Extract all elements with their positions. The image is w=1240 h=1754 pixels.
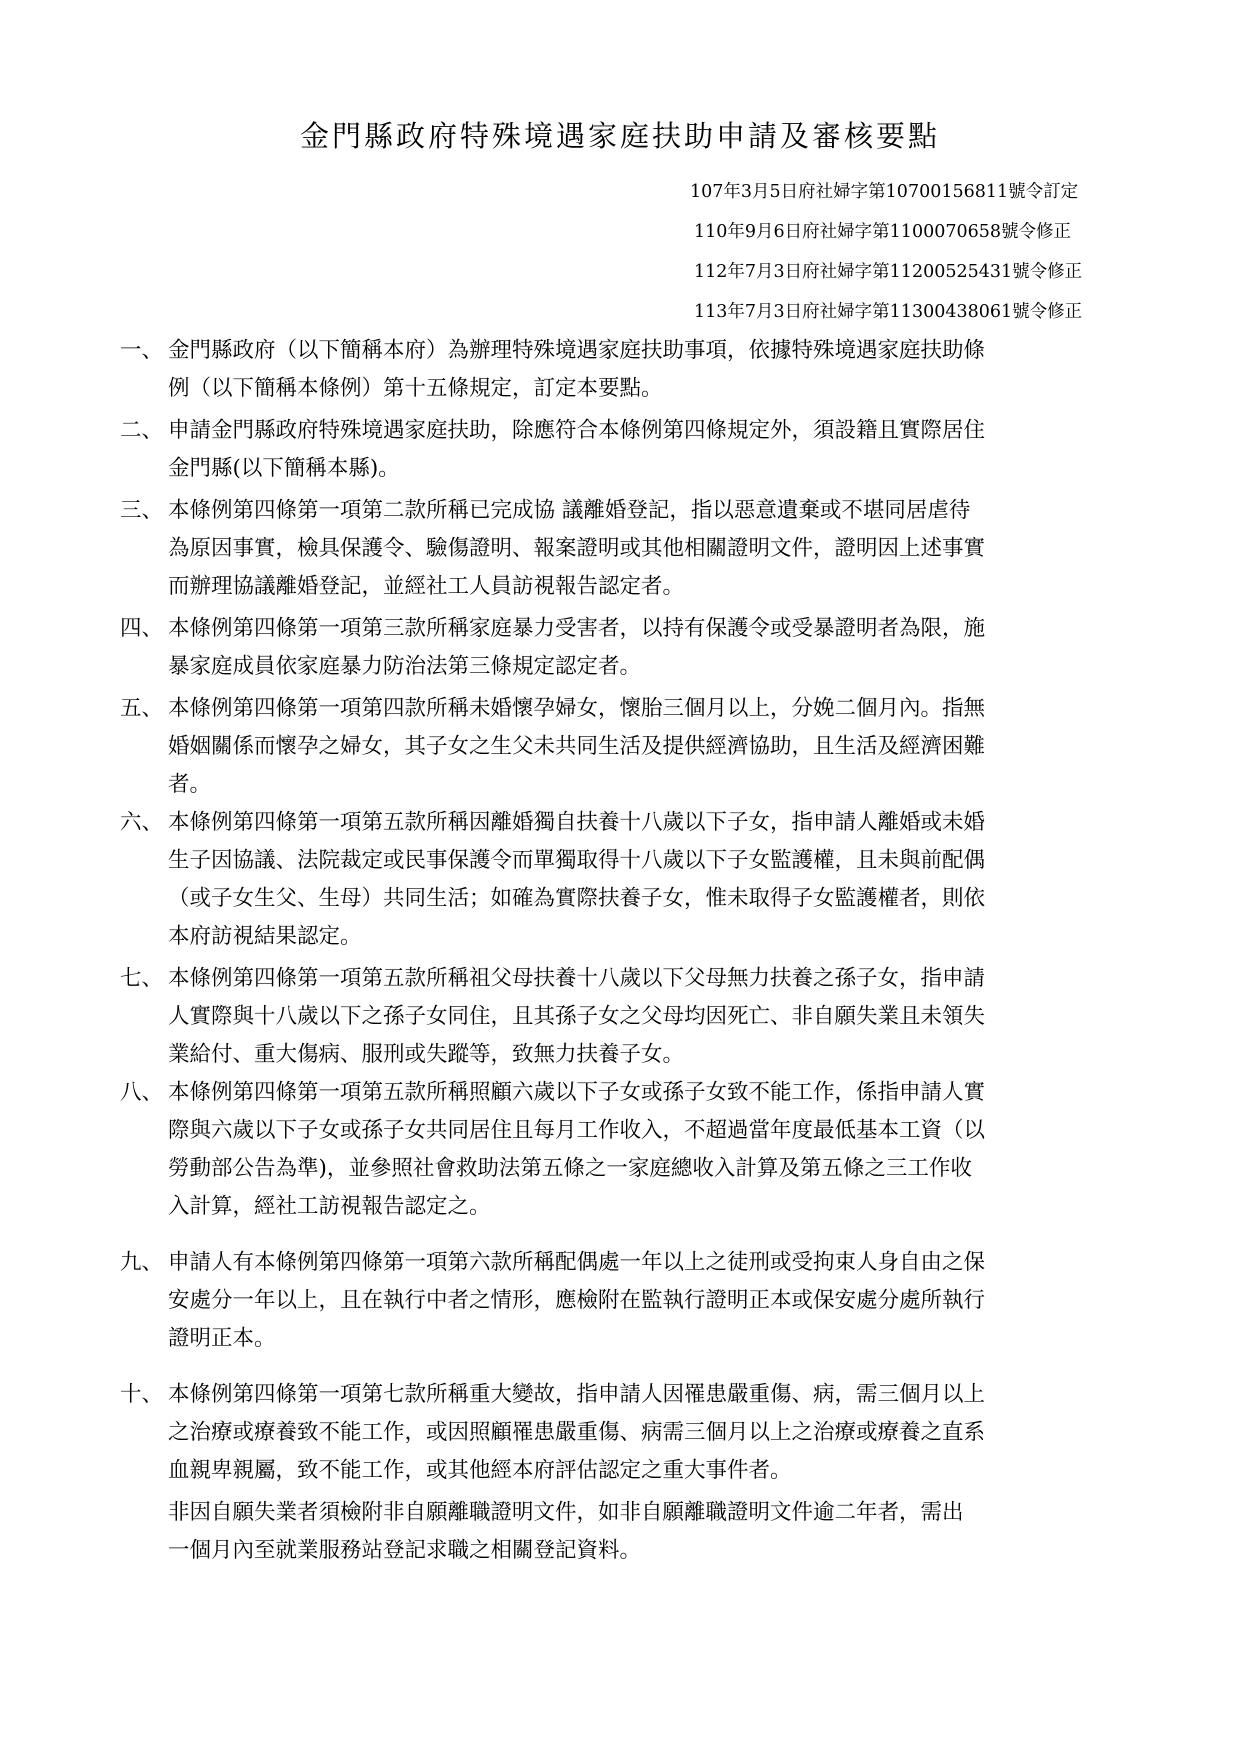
article-4 — [120, 610, 1130, 686]
article-line: 入計算，經社工訪視報告認定之。 — [168, 1194, 491, 1219]
article-line: 而辦理協議離婚登記，並經社工人員訪視報告認定者。 — [168, 574, 685, 599]
article-text — [168, 492, 1130, 606]
article-number: 九、 — [120, 1250, 164, 1275]
article-line: 本府訪視結果認定。 — [168, 924, 362, 949]
article-line: 者。 — [168, 772, 212, 797]
article-line: 本條例第四條第一項第七款所稱重大變故，指申請人因罹患嚴重傷、病，需三個月以上 — [168, 1382, 986, 1407]
article-line: 暴家庭成員依家庭暴力防治法第三條規定認定者。 — [168, 654, 642, 679]
note-line: 非因自願失業者須檢附非自願離職證明文件，如非自願離職證明文件逾二年者，需出 — [168, 1500, 964, 1525]
article-line: 本條例第四條第一項第五款所稱照顧六歲以下子女或孫子女致不能工作，係指申請人實 — [168, 1080, 986, 1105]
article-text — [168, 412, 1130, 488]
history-line: 110年9月6日府社婦字第1100070658號令修正 — [694, 222, 1072, 242]
article-line: 安處分一年以上，且在執行中者之情形，應檢附在監執行證明正本或保安處分處所執行 — [168, 1288, 986, 1313]
article-7 — [120, 960, 1130, 1074]
article-line: 本條例第四條第一項第四款所稱未婚懷孕婦女，懷胎三個月以上，分娩二個月內。指無 — [168, 696, 986, 721]
article-line: 人實際與十八歲以下之孫子女同住，且其孫子女之父母均因死亡、非自願失業且未領失 — [168, 1004, 986, 1029]
article-number: 三、 — [120, 498, 164, 523]
article-line: 婚姻關係而懷孕之婦女，其子女之生父未共同生活及提供經濟協助，且生活及經濟困難 — [168, 734, 986, 759]
article-2 — [120, 412, 1130, 488]
article-text — [168, 960, 1130, 1074]
article-text — [168, 804, 1130, 956]
article-text — [168, 1244, 1130, 1358]
amendment-history — [690, 172, 1130, 332]
article-text — [168, 1074, 1130, 1226]
article-line: 本條例第四條第一項第三款所稱家庭暴力受害者，以持有保護令或受暴證明者為限，施 — [168, 616, 986, 641]
article-number: 十、 — [120, 1382, 164, 1407]
note-line: 一個月內至就業服務站登記求職之相關登記資料。 — [168, 1538, 642, 1563]
article-number: 二、 — [120, 418, 164, 443]
article-line: 為原因事實，檢具保護令、驗傷證明、報案證明或其他相關證明文件，證明因上述事實 — [168, 536, 986, 561]
article-text — [168, 690, 1130, 804]
article-line: 生子因協議、法院裁定或民事保護令而單獨取得十八歲以下子女監護權，且未與前配偶 — [168, 848, 986, 873]
article-10-note — [120, 1494, 1130, 1570]
history-line: 112年7月3日府社婦字第11200525431號令修正 — [694, 262, 1083, 282]
article-number: 五、 — [120, 696, 164, 721]
article-text — [168, 332, 1130, 408]
article-number: 六、 — [120, 810, 164, 835]
article-10 — [120, 1376, 1130, 1490]
article-line: 金門縣(以下簡稱本縣)。 — [168, 456, 400, 481]
article-list — [120, 332, 1130, 1570]
article-1 — [120, 332, 1130, 408]
article-line: 際與六歲以下子女或孫子女共同居住且每月工作收入，不超過當年度最低基本工資（以 — [168, 1118, 986, 1143]
article-3 — [120, 492, 1130, 606]
article-8 — [120, 1074, 1130, 1226]
article-5 — [120, 690, 1130, 804]
history-line: 107年3月5日府社婦字第10700156811號令訂定 — [690, 182, 1079, 202]
article-line: 業給付、重大傷病、服刑或失蹤等，致無力扶養子女。 — [168, 1042, 685, 1067]
document-title: 金門縣政府特殊境遇家庭扶助申請及審核要點 — [299, 119, 940, 153]
article-9 — [120, 1244, 1130, 1358]
article-6 — [120, 804, 1130, 956]
history-line: 113年7月3日府社婦字第11300438061號令修正 — [694, 302, 1083, 322]
article-line: 本條例第四條第一項第二款所稱已完成協 議離婚登記，指以惡意遺棄或不堪同居虐待 — [168, 498, 971, 523]
article-line: 金門縣政府（以下簡稱本府）為辦理特殊境遇家庭扶助事項，依據特殊境遇家庭扶助條 — [168, 338, 986, 363]
article-number: 四、 — [120, 616, 164, 641]
article-line: 勞動部公告為準)，並參照社會救助法第五條之一家庭總收入計算及第五條之三工作收 — [168, 1156, 972, 1181]
article-text — [168, 1376, 1130, 1490]
article-line: 本條例第四條第一項第五款所稱祖父母扶養十八歲以下父母無力扶養之孫子女，指申請 — [168, 966, 986, 991]
article-line: 之治療或療養致不能工作，或因照顧罹患嚴重傷、病需三個月以上之治療或療養之直系 — [168, 1420, 986, 1445]
article-line: （或子女生父、生母）共同生活；如確為實際扶養子女，惟未取得子女監護權者，則依 — [168, 886, 986, 911]
article-line: 申請人有本條例第四條第一項第六款所稱配偶處一年以上之徒刑或受拘束人身自由之保 — [168, 1250, 986, 1275]
article-number: 八、 — [120, 1080, 164, 1105]
article-line: 證明正本。 — [168, 1326, 276, 1351]
article-line: 血親卑親屬，致不能工作，或其他經本府評估認定之重大事件者。 — [168, 1458, 792, 1483]
article-line: 申請金門縣政府特殊境遇家庭扶助，除應符合本條例第四條規定外，須設籍且實際居住 — [168, 418, 986, 443]
article-line: 本條例第四條第一項第五款所稱因離婚獨自扶養十八歲以下子女，指申請人離婚或未婚 — [168, 810, 986, 835]
article-number: 七、 — [120, 966, 164, 991]
article-line: 例（以下簡稱本條例）第十五條規定，訂定本要點。 — [168, 376, 663, 401]
article-number: 一、 — [120, 338, 164, 363]
article-text — [168, 610, 1130, 686]
